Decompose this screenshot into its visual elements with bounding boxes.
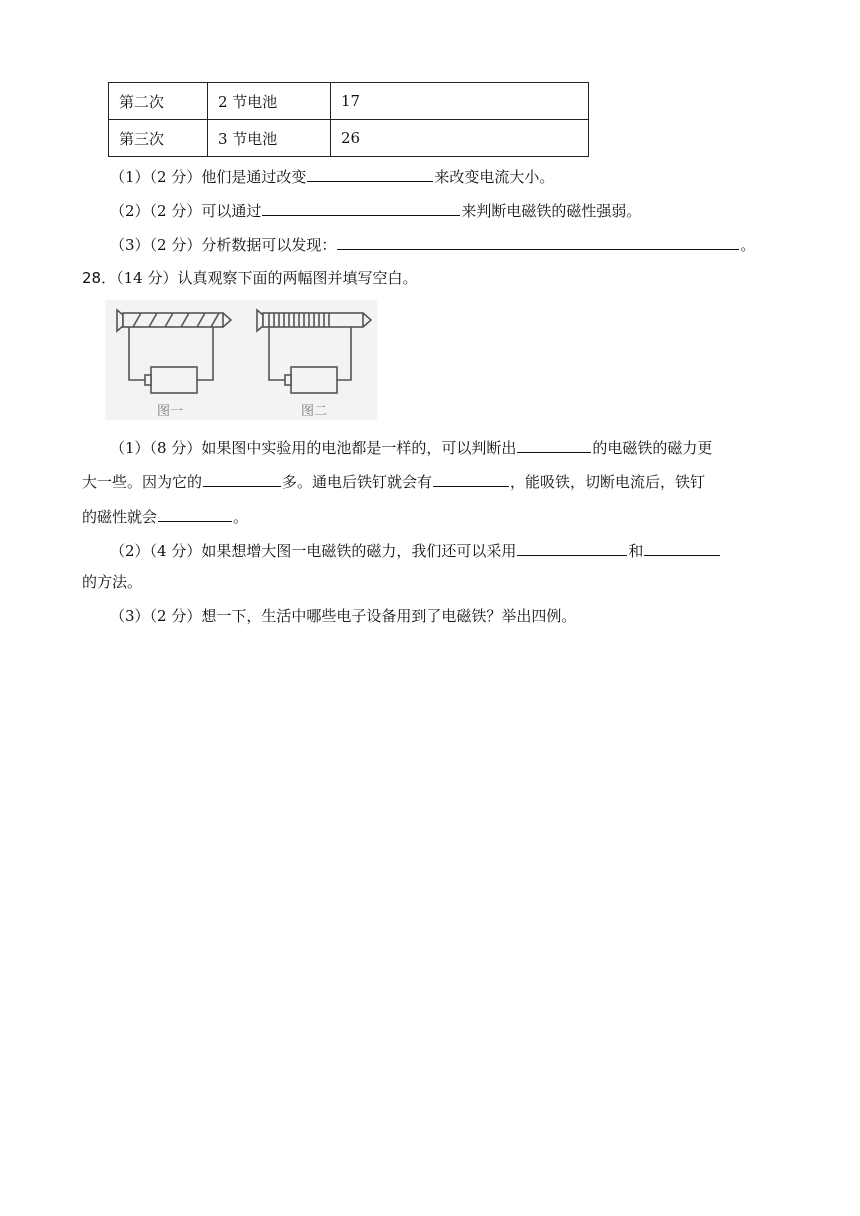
- q27-sub3-suffix: 。: [740, 236, 756, 254]
- q28-sub2-line2: 的方法。: [82, 573, 143, 591]
- q28-sub1-text: （1）（8 分）如果图中实验用的电池都是一样的，可以判断出: [110, 439, 517, 457]
- table-cell: 26: [331, 120, 589, 157]
- q28-sub1-text: 多。通电后铁钉就会有: [282, 473, 433, 491]
- table-cell: 3 节电池: [208, 120, 331, 157]
- q28-sub1-line3: [82, 505, 248, 527]
- figure1-label: 图一: [157, 404, 184, 419]
- q28-sub1-text: 大一些。因为它的: [82, 473, 203, 491]
- q27-sub2-prefix: （2）（2 分）可以通过: [110, 202, 262, 220]
- figure2-label: 图二: [301, 404, 328, 419]
- q27-sub1: [110, 165, 554, 187]
- table-cell: 17: [331, 83, 589, 120]
- answer-blank[interactable]: [337, 233, 739, 250]
- q28-sub1-text: 。: [233, 508, 249, 526]
- answer-blank[interactable]: [644, 539, 720, 556]
- q28-sub2-text: （2）（4 分）如果想增大图一电磁铁的磁力，我们还可以采用: [110, 542, 517, 560]
- q27-sub3: [110, 233, 755, 255]
- q28-sub2-line1: [110, 539, 721, 561]
- table-row: [109, 83, 589, 120]
- q28-header-text: （14 分）认真观察下面的两幅图并填写空白。: [116, 269, 418, 287]
- q27-sub1-prefix: （1）（2 分）他们是通过改变: [110, 168, 307, 186]
- table-cell: 第三次: [109, 120, 208, 157]
- q27-sub1-suffix: 来改变电流大小。: [434, 168, 555, 186]
- table-cell: 2 节电池: [208, 83, 331, 120]
- question-number: 28．: [82, 269, 117, 287]
- electromagnet-figure: [105, 300, 377, 420]
- q28-sub1-line1: [110, 436, 712, 458]
- q28-sub3: （3）（2 分）想一下，生活中哪些电子设备用到了电磁铁？举出四例。: [110, 607, 577, 625]
- answer-blank[interactable]: [433, 470, 509, 487]
- electromagnet-diagrams: [105, 300, 377, 420]
- q27-sub3-prefix: （3）（2 分）分析数据可以发现：: [110, 236, 337, 254]
- answer-blank[interactable]: [262, 199, 460, 216]
- q28-sub1-text: 的磁性就会: [82, 508, 158, 526]
- answer-blank[interactable]: [158, 505, 232, 522]
- table-cell: 第二次: [109, 83, 208, 120]
- q28-sub1-line2: [82, 470, 705, 492]
- q28-sub2-text: 和: [628, 542, 644, 560]
- answer-blank[interactable]: [517, 436, 591, 453]
- q28-header: [82, 268, 417, 288]
- q28-sub1-text: ，能吸铁，切断电流后，铁钉: [510, 473, 706, 491]
- data-table: [108, 82, 589, 157]
- table-row: [109, 120, 589, 157]
- q28-sub1-text: 的电磁铁的磁力更: [592, 439, 713, 457]
- answer-blank[interactable]: [307, 165, 433, 182]
- answer-blank[interactable]: [517, 539, 627, 556]
- q27-sub2: [110, 199, 641, 221]
- q27-sub2-suffix: 来判断电磁铁的磁性强弱。: [461, 202, 642, 220]
- answer-blank[interactable]: [203, 470, 281, 487]
